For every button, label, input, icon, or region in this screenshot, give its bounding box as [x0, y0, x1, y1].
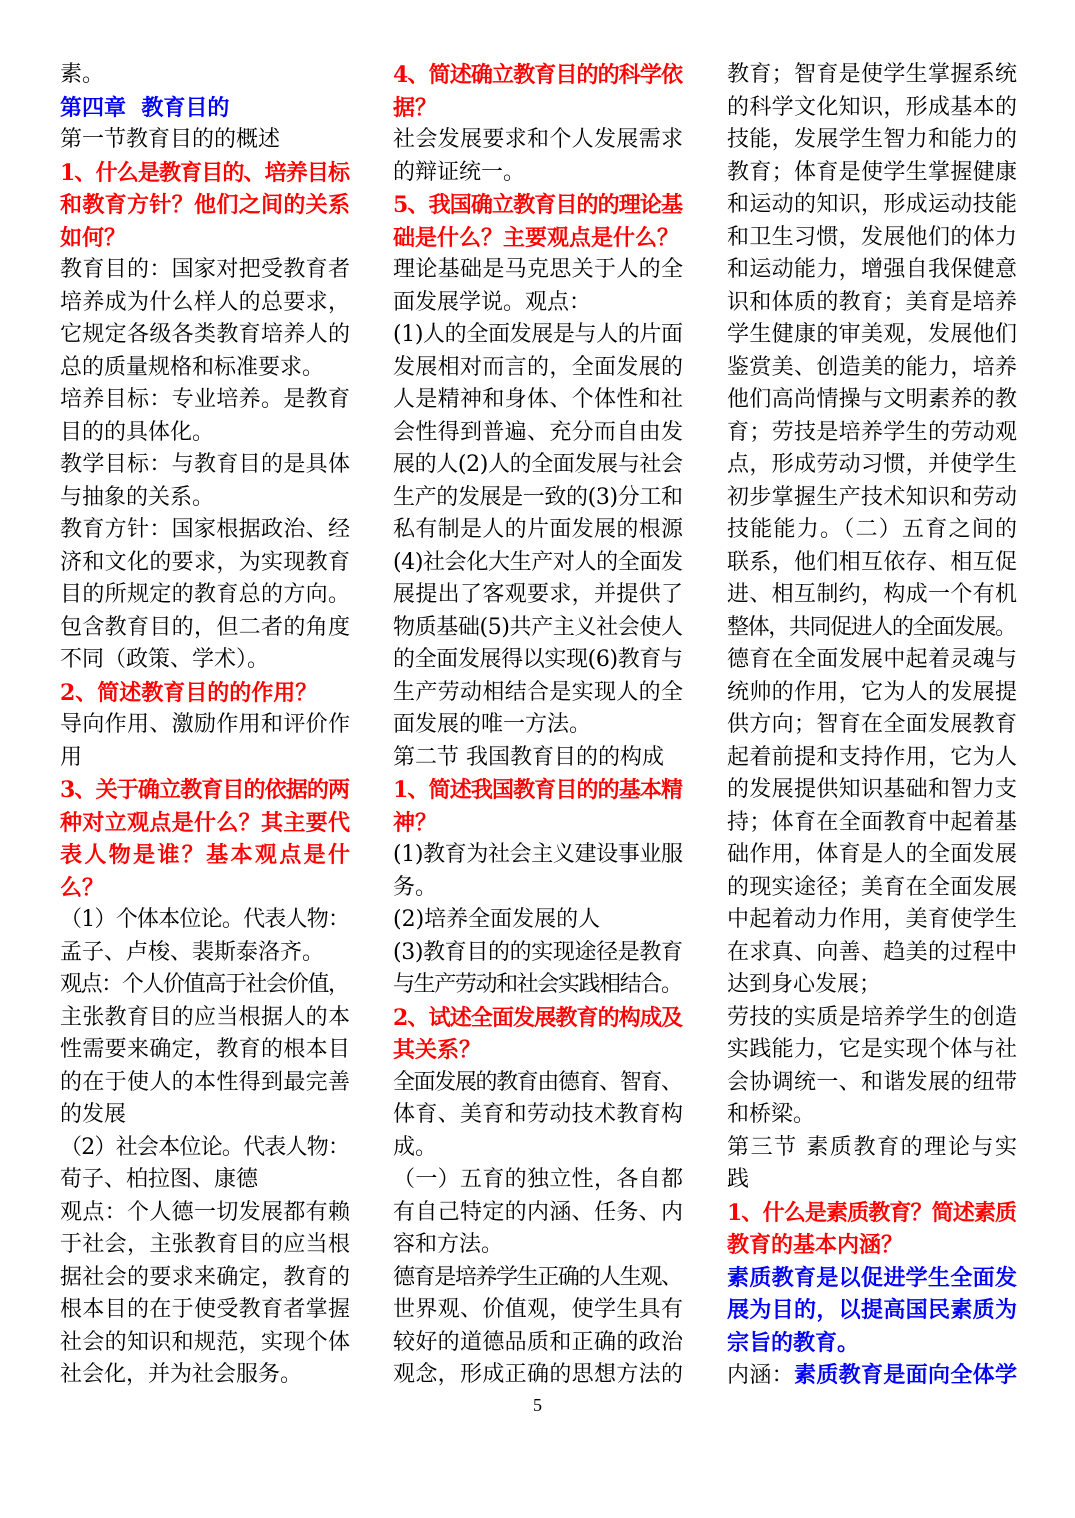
text-line: 生产的发展是一致的(3)分工和 — [393, 484, 683, 510]
text-line: 全面发展的教育由德育、智育、 — [393, 1069, 682, 1095]
text-line: 德育是培养学生正确的人生观、 — [393, 1264, 682, 1290]
text-line: 目的的具体化。 — [60, 419, 215, 445]
text-line: 第四章 教育目的 — [60, 94, 230, 121]
body-paragraph — [60, 1132, 350, 1197]
text-line: 的现实途径；美育在全面发展 — [727, 874, 1018, 900]
body-paragraph — [60, 969, 350, 1132]
text-line: 1、简述我国教育目的的基本精 — [393, 777, 683, 803]
text-line: （1）个体本位论。代表人物： — [60, 907, 350, 932]
text-line: 点，形成劳动习惯，并使学生 — [727, 452, 1018, 477]
body-paragraph — [60, 904, 350, 969]
body-paragraph — [393, 254, 683, 319]
text-line: 鉴赏美、创造美的能力，培养 — [727, 354, 1018, 380]
text-line: 第三节 素质教育的理论与实 — [727, 1134, 1019, 1160]
text-line: 践 — [727, 1167, 750, 1192]
question-heading — [60, 157, 350, 255]
text-line: 宗旨的教育。 — [727, 1329, 860, 1356]
text-line: 素。 — [60, 62, 105, 87]
body-paragraph — [60, 384, 350, 449]
text-line: 2、简述教育目的的作用？ — [60, 679, 318, 706]
text-line: 和运动能力，增强自我保健意 — [727, 257, 1018, 282]
text-line: 种对立观点是什么？其主要代 — [60, 809, 351, 836]
text-line: 技能，发展学生智力和能力的 — [727, 127, 1018, 152]
body-paragraph — [60, 1197, 350, 1392]
text-line: 达到身心发展； — [727, 972, 882, 997]
text-line: 神？ — [393, 809, 438, 836]
body-paragraph — [393, 124, 683, 189]
text-line: 总的质量规格和标准要求。 — [60, 354, 325, 380]
text-line: 性需要来确定，教育的根本目 — [60, 1037, 351, 1062]
text-line: 供方向；智育在全面发展教育 — [727, 712, 1018, 737]
text-line: 较好的道德品质和正确的政治 — [393, 1329, 684, 1355]
text-line: 社会发展要求和个人发展需求 — [393, 127, 684, 152]
text-line: 会协调统一、和谐发展的纽带 — [727, 1069, 1018, 1095]
text-line: 展为目的，以提高国民素质为 — [727, 1297, 1018, 1323]
text-line: 5、我国确立教育目的的理论基 — [393, 192, 683, 218]
text-line: 础是什么？主要观点是什么？ — [393, 224, 680, 251]
text-line: 第二节 我国教育目的的构成 — [393, 744, 664, 770]
text-line: (4)社会化大生产对人的全面发 — [393, 549, 683, 575]
text-line: 德育在全面发展中起着灵魂与 — [727, 647, 1018, 672]
text-line: 发展相对而言的，全面发展的 — [393, 354, 684, 380]
text-line: 理论基础是马克思关于人的全 — [393, 257, 684, 282]
page-number: 5 — [533, 1395, 542, 1415]
text-line: 在求真、向善、趋美的过程中 — [727, 939, 1018, 965]
text-line: 于社会，主张教育目的应当根 — [60, 1232, 351, 1257]
body-paragraph — [60, 514, 350, 677]
text-line: 和桥梁。 — [727, 1102, 816, 1127]
text-line: 主张教育目的应当根据人的本 — [60, 1004, 351, 1030]
text-line: 教育；体育是使学生掌握健康 — [727, 159, 1018, 185]
text-line: 的全面发展得以实现(6)教育与 — [393, 647, 683, 672]
text-column-3 — [727, 59, 1017, 1392]
text-line: 目的所规定的教育总的方向。 — [60, 582, 351, 607]
text-line: 础作用，体育是人的全面发展 — [727, 842, 1018, 867]
text-line: 进、相互制约，构成一个有机 — [727, 582, 1018, 607]
body-paragraph — [393, 1262, 683, 1392]
text-line: 孟子、卢梭、裴斯泰洛齐。 — [60, 939, 325, 965]
text-line: 观点：个人价值高于社会价值， — [60, 972, 349, 997]
text-line: 其关系？ — [393, 1037, 482, 1063]
label-text: 内涵： — [727, 1363, 794, 1388]
text-line: 与生产劳动和社会实践相结合。 — [393, 972, 682, 997]
text-line: 1、什么是教育目的、培养目标 — [60, 159, 350, 186]
text-line: 它规定各级各类教育培养人的 — [60, 322, 351, 347]
text-line: 社会的知识和规范，实现个体 — [60, 1329, 351, 1355]
body-paragraph — [393, 904, 683, 937]
question-heading — [393, 189, 683, 254]
text-line: 教育目的：国家对把受教育者 — [60, 257, 351, 282]
body-paragraph — [393, 937, 683, 1002]
text-line: 人是精神和身体、个体性和社 — [393, 387, 684, 412]
text-line: 的科学文化知识，形成基本的 — [727, 94, 1018, 120]
text-line: 的在于使人的本性得到最完善 — [60, 1069, 351, 1095]
text-line: 体育、美育和劳动技术教育构 — [393, 1102, 684, 1127]
text-line: 物质基础(5)共产主义社会使人 — [393, 614, 683, 640]
question-heading — [393, 1002, 683, 1067]
body-paragraph — [60, 254, 350, 384]
body-paragraph — [727, 59, 1017, 644]
question-heading — [393, 774, 683, 839]
text-line: 面发展的唯一方法。 — [393, 712, 592, 737]
question-heading — [727, 1197, 1017, 1262]
body-paragraph — [727, 1359, 1017, 1392]
body-paragraph — [393, 1067, 683, 1165]
question-heading — [60, 677, 350, 710]
text-line: 表人物是谁？基本观点是什 — [60, 842, 353, 868]
text-line: 和卫生习惯，发展他们的体力 — [727, 224, 1018, 250]
text-line: 教育方针：国家根据政治、经 — [60, 517, 351, 542]
text-line: 实践能力，它是实现个体与社 — [727, 1037, 1018, 1062]
chapter-heading — [60, 92, 350, 125]
section-heading — [60, 124, 350, 157]
text-line: 联系，他们相互依存、相互促 — [727, 549, 1018, 575]
text-line: (3)教育目的的实现途径是教育 — [393, 939, 683, 965]
text-line: 展提出了客观要求，并提供了 — [393, 582, 684, 607]
text-line: 与抽象的关系。 — [60, 484, 215, 510]
text-line: 生产劳动相结合是实现人的全 — [393, 679, 684, 705]
text-line: 育；劳技是培养学生的劳动观 — [727, 419, 1018, 445]
text-line: 面发展学说。观点： — [393, 289, 592, 315]
text-line: 4、简述确立教育目的的科学依 — [393, 62, 683, 88]
text-line: 的发展提供知识基础和智力支 — [727, 777, 1018, 802]
body-paragraph — [60, 709, 350, 774]
body-paragraph — [393, 319, 683, 742]
text-line: 识和体质的教育；美育是培养 — [727, 289, 1018, 315]
body-paragraph — [60, 59, 350, 92]
text-line: 成。 — [393, 1134, 438, 1160]
text-line: （2）社会本位论。代表人物： — [60, 1134, 350, 1160]
text-line: 中起着动力作用，美育使学生 — [727, 907, 1018, 932]
text-line: 和教育方针？他们之间的关系 — [60, 192, 351, 218]
text-line: 他们高尚情操与文明素养的教 — [727, 387, 1018, 412]
text-line: 的辩证统一。 — [393, 159, 526, 185]
text-line: 据社会的要求来确定，教育的 — [60, 1264, 351, 1290]
text-line: 1、什么是素质教育？简述素质 — [727, 1199, 1017, 1226]
body-paragraph — [727, 644, 1017, 1002]
body-paragraph — [727, 1002, 1017, 1132]
text-line: 整体，共同促进人的全面发展。 — [727, 614, 1016, 640]
text-line: 导向作用、激励作用和评价作 — [60, 712, 351, 737]
text-line: 2、试述全面发展教育的构成及 — [393, 1004, 683, 1031]
text-line: 技能能力。（二）五育之间的 — [727, 517, 1019, 542]
text-line: 务。 — [393, 874, 438, 900]
text-line: 有自己特定的内涵、任务、内 — [393, 1199, 684, 1225]
text-line: 第一节教育目的的概述 — [60, 127, 281, 152]
text-line: 持；体育在全面教育中起着基 — [727, 809, 1018, 835]
text-line: 3、关于确立教育目的依据的两 — [60, 777, 350, 803]
text-line: 起着前提和支持作用，它为人 — [727, 744, 1018, 770]
text-line: 统帅的作用，它为人的发展提 — [727, 679, 1018, 705]
text-line: 素质教育是以促进学生全面发 — [727, 1264, 1018, 1291]
text-line: 教育；智育是使学生掌握系统 — [727, 62, 1018, 87]
text-line: 世界观、价值观，使学生具有 — [393, 1297, 684, 1322]
body-paragraph — [393, 1164, 683, 1262]
text-line: 济和文化的要求，为实现教育 — [60, 549, 351, 575]
text-line: 用 — [60, 744, 83, 770]
text-line: (1)人的全面发展是与人的片面 — [393, 322, 683, 347]
text-line: 展的人(2)人的全面发展与社会 — [393, 452, 683, 477]
body-paragraph — [393, 839, 683, 904]
text-line: 教育的基本内涵？ — [727, 1232, 904, 1258]
text-line: 社会化，并为社会服务。 — [60, 1362, 303, 1387]
text-line: （一）五育的独立性，各自都 — [393, 1167, 684, 1192]
text-line: 包含教育目的，但二者的角度 — [60, 614, 351, 640]
text-line: 不同（政策、学术）。 — [60, 647, 270, 672]
text-column-1 — [60, 59, 353, 1392]
text-line: 的发展 — [60, 1102, 127, 1127]
text-line: 会性得到普遍、充分而自由发 — [393, 419, 684, 445]
text-line: 容和方法。 — [393, 1232, 504, 1257]
section-heading — [727, 1132, 1017, 1197]
text-line: 培养目标：专业培养。是教育 — [60, 387, 351, 412]
text-line: 初步掌握生产技术知识和劳动 — [727, 484, 1018, 510]
text-line: 学生健康的审美观，发展他们 — [727, 322, 1018, 347]
text-line: 教学目标：与教育目的是具体 — [60, 452, 351, 477]
question-heading — [393, 59, 683, 124]
question-heading — [60, 774, 353, 904]
text-column-2 — [393, 59, 683, 1392]
text-line: (2)培养全面发展的人 — [393, 907, 601, 932]
text-line: 观点：个人德一切发展都有赖 — [60, 1199, 351, 1225]
text-line: 如何？ — [60, 224, 127, 251]
text-line: 根本目的在于使受教育者掌握 — [60, 1297, 351, 1322]
text-line: 荀子、柏拉图、康德 — [60, 1167, 259, 1192]
text-line: 观念，形成正确的思想方法的 — [393, 1362, 684, 1387]
emphasis-text: 素质教育是面向全体学 — [794, 1362, 1018, 1388]
body-paragraph — [60, 449, 350, 514]
emphasis-paragraph — [727, 1262, 1017, 1360]
text-line: 劳技的实质是培养学生的创造 — [727, 1004, 1018, 1030]
text-line — [727, 1359, 1017, 1392]
text-line: 培养成为什么样人的总要求， — [60, 289, 351, 315]
text-line: 私有制是人的片面发展的根源 — [393, 517, 684, 542]
section-heading — [393, 742, 683, 775]
text-line: (1)教育为社会主义建设事业服 — [393, 842, 683, 867]
text-line: 据？ — [393, 94, 438, 121]
text-line: 和运动的知识，形成运动技能 — [727, 192, 1018, 217]
text-line: 么？ — [60, 874, 105, 901]
